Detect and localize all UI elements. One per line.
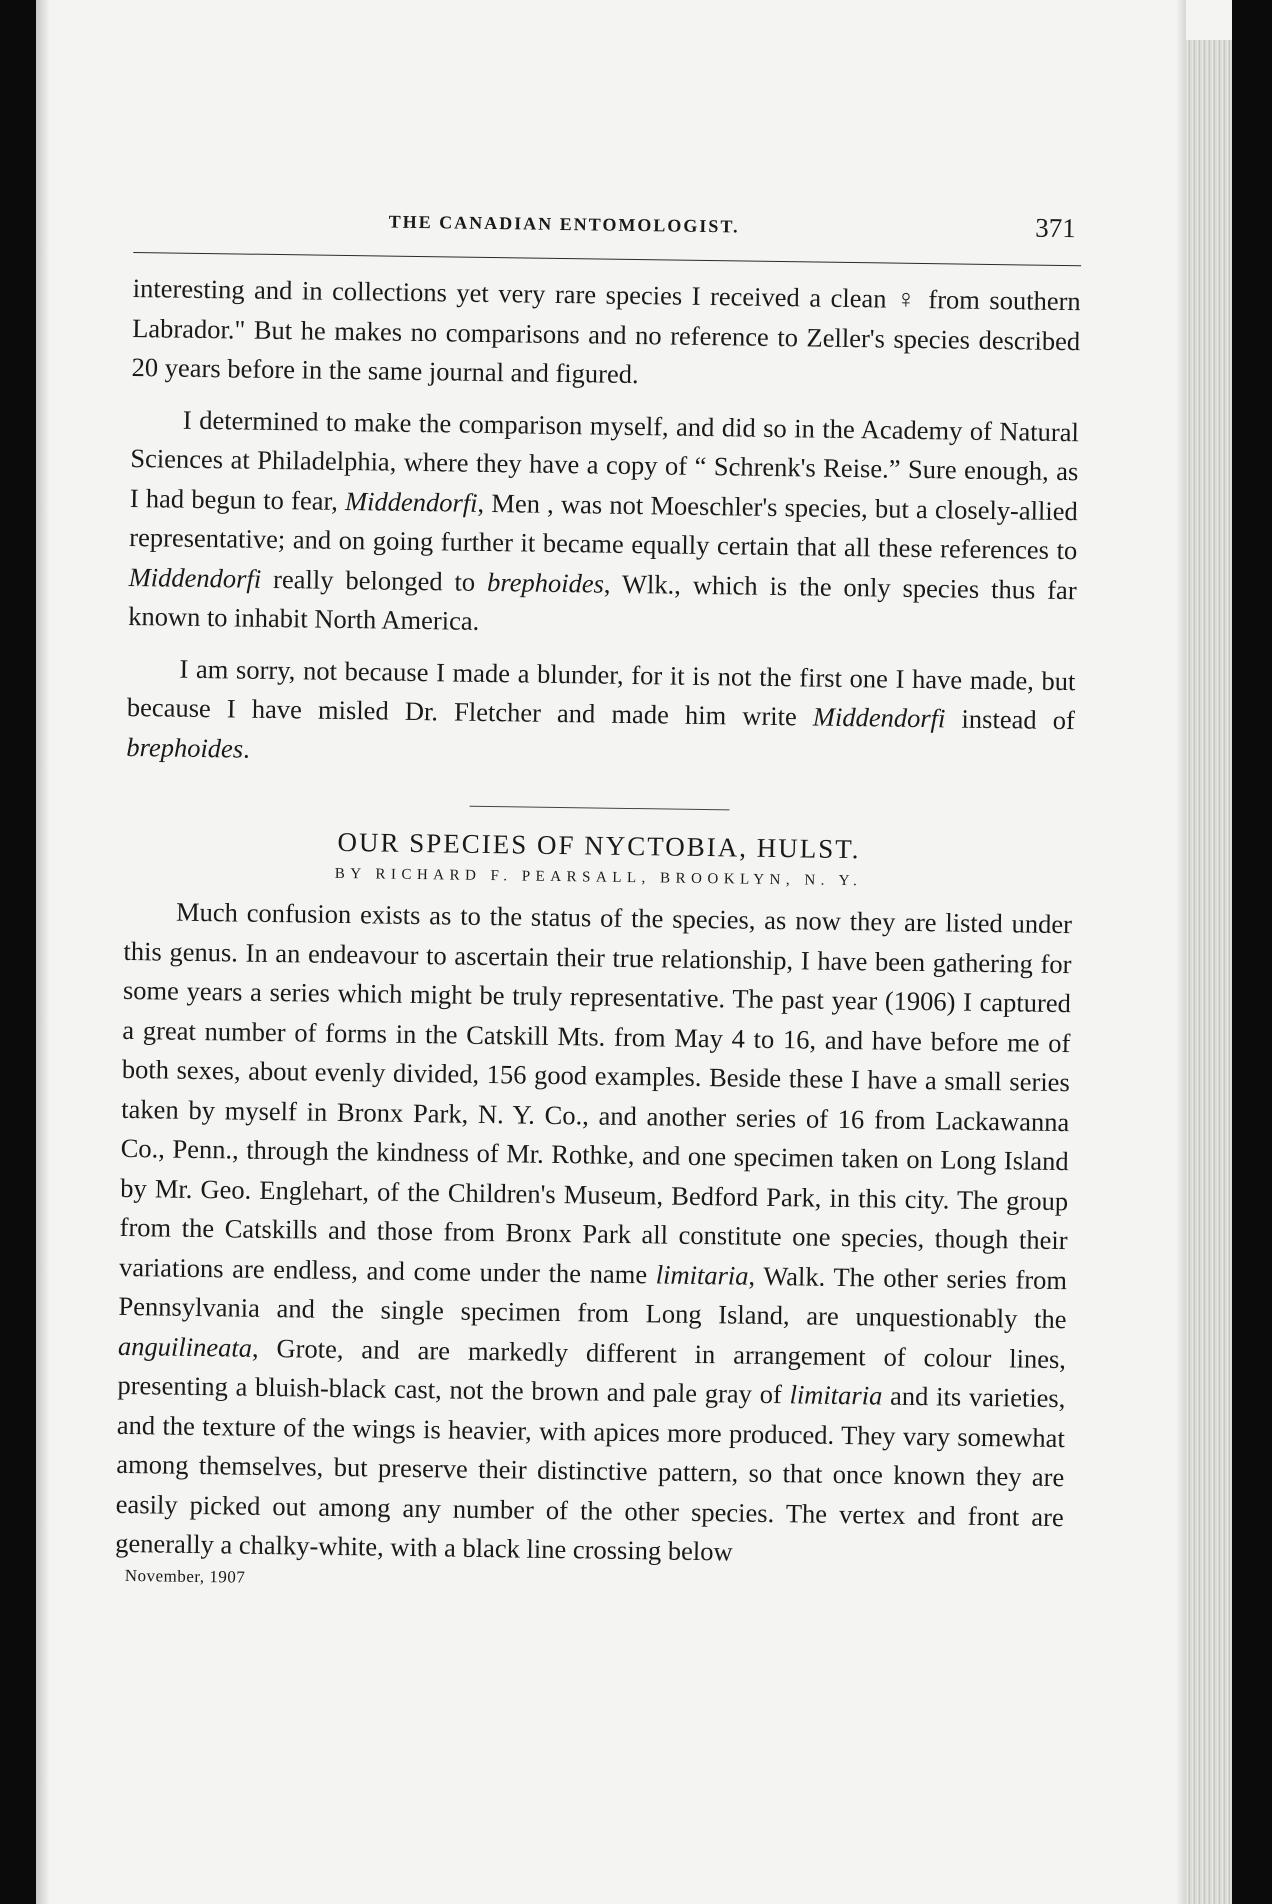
issue-date-line: November, 1907 [124,1565,246,1587]
text-run: , Grote, and are markedly different in arrangement of colour lines, presenting a bluish-black cast, not the brown and pale gray of [117,1332,1067,1410]
page-gutter-shadow [36,0,50,1904]
article-byline: BY RICHARD F. PEARSALL, BROOKLYN, N. Y. [334,865,863,890]
page-edge-shadow [1176,0,1186,1904]
species-name-italic: brephoides [126,731,244,764]
text-run: I determined to make the comparison myself, and did so in the Academy of Natural Sciences at Philadelphia, where they have a copy of “ Schrenk's Reise.” Sure enough, as I had begun to fear, [129,404,1080,516]
page-number: 371 [1034,212,1076,244]
text-run: , Men , was not Moeschler's species, but a closely-allied representative; and on going further it became equally certain that all these references to [129,487,1078,566]
text-run: instead of [945,703,1076,736]
text-run: really belonged to [261,563,488,597]
paragraph-apology [126,648,1076,780]
species-name-italic: Middendorfi [128,561,262,594]
species-name-italic: anguilineata [117,1330,253,1363]
species-name-italic: limitaria [655,1258,749,1291]
text-run: and its varieties, and the texture of the wings is heavier, with apices more produced. They vary somewhat among themselves, but preserve their distinctive pattern, so that once known they are easily picked out among any number of the other species. The vertex and front are generally a chalky-white, with a black line crossing below [115,1380,1066,1567]
species-name-italic: Middendorfi [344,485,478,518]
text-run: , Wlk., which is the only species thus far known to inhabit North America. [127,568,1077,636]
section-divider [470,806,730,811]
text-column [115,200,1082,1599]
text-run: . [242,733,250,764]
article-title: OUR SPECIES OF NYCTOBIA, HULST. [337,826,861,865]
paragraph-continued: interesting and in collections yet very rare species I received a clean ♀ from southern Labrador." But he makes no comparisons and no reference to Zeller's species described 20 years before in the same journal and figured. [131,272,1081,390]
species-name-italic: Middendorfi [812,701,946,734]
page-stack-edge [1186,40,1232,1904]
species-name-italic: limitaria [789,1379,883,1411]
scanned-page [36,0,1232,1904]
paragraph-nyctobia [115,892,1072,1577]
text-run: Much confusion exists as to the status of the species, as now they are listed under this genus. In an endeavour to ascertain their true relationship, I have been gathering for some years a series which might be truly representative. The past year (1906) I captured a great number of forms in the Catskill Mts. from May 4 to 16, and have before me of both sexes, about evenly divided, 156 good examples. Beside these I have a small series taken by myself in Bronx Park, N. Y. Co., and another series of 16 from Lackawanna Co., Penn., through the kindness of Mr. Rothke, and one specimen taken on Long Island by Mr. Geo. Englehart, of the Children's Museum, Bedford Park, in this city. The group from the Catskills and those from Bronx Park all constitute one species, though their variations are endless, and come under the name [118,896,1073,1289]
journal-title: THE CANADIAN ENTOMOLOGIST. [388,211,740,237]
species-name-italic: brephoides [486,566,605,599]
text-run: , Walk. The other series from Pennsylvania and the single specimen from Long Island, are unquestionably the [118,1260,1068,1335]
paragraph-comparison [128,399,1079,649]
running-head [133,200,1082,266]
text-run: I am sorry, not because I made a blunder, for it is not the first one I have made, but because I have misled Dr. Fletcher and made him write [126,653,1076,732]
